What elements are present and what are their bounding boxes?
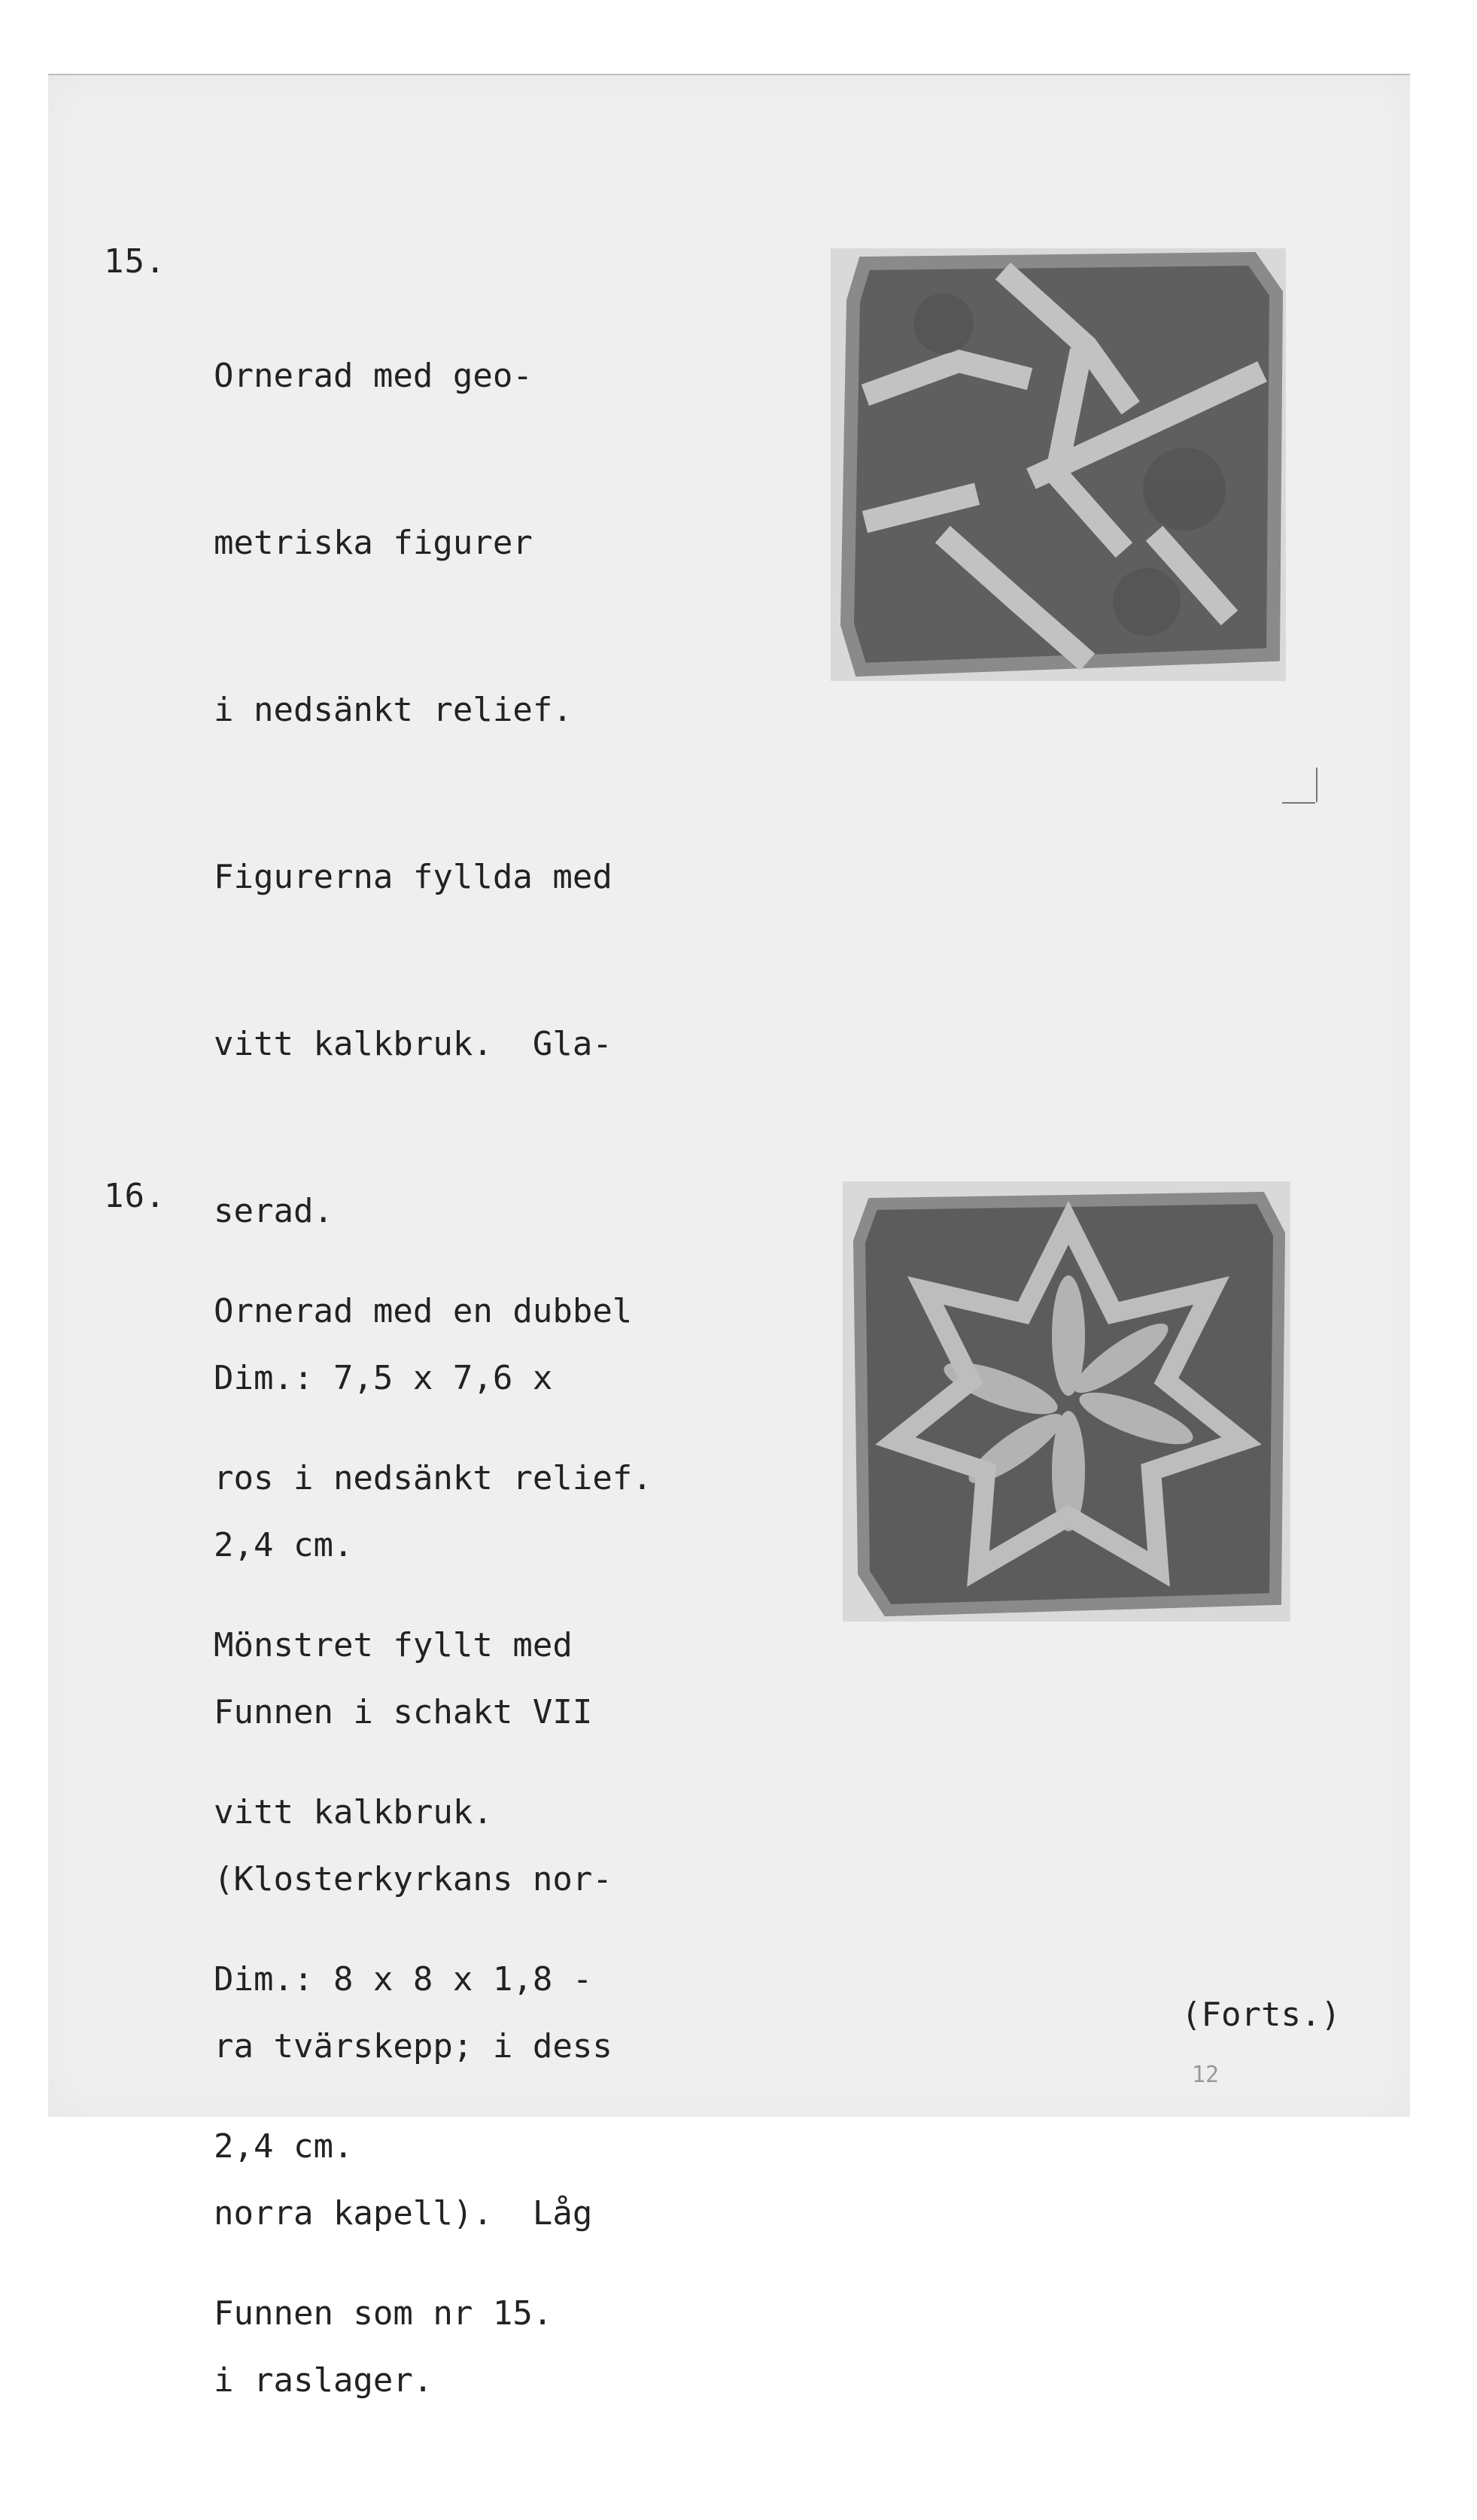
description-line: metriska figurer (214, 524, 533, 562)
description-line: serad. (214, 1192, 333, 1230)
tile-geometric-pattern-icon (831, 248, 1286, 681)
page-mark: 12 (1192, 2062, 1220, 2088)
entry-description (214, 1172, 652, 2453)
description-line: Dim.: 8 x 8 x 1,8 - (214, 1960, 593, 1999)
description-line: Figurerna fyllda med (214, 858, 612, 896)
tile-photo-15 (831, 248, 1286, 681)
description-line: vitt kalkbruk. Gla- (214, 1025, 612, 1063)
divider (1282, 802, 1315, 804)
entry-number: 15. (104, 242, 166, 281)
description-line: i nedsänkt relief. (214, 691, 573, 729)
description-line: Ornerad med en dubbel (214, 1292, 633, 1330)
description-line: norra kapell). Låg (214, 2194, 593, 2233)
description-line: 2,4 cm. (214, 1526, 354, 1564)
description-line: Funnen som nr 15. (214, 2294, 553, 2333)
tile-photo-16 (843, 1181, 1290, 1622)
description-line: Dim.: 7,5 x 7,6 x (214, 1359, 553, 1397)
description-line: ros i nedsänkt relief. (214, 1459, 652, 1497)
description-line: Mönstret fyllt med (214, 1626, 573, 1664)
entry-number: 16. (104, 1177, 166, 1215)
description-line: vitt kalkbruk. (214, 1793, 493, 1831)
catalogue-card (48, 74, 1410, 2400)
description-line: 2,4 cm. (214, 2127, 354, 2166)
continued-note: (Forts.) (1181, 1996, 1341, 2034)
description-line: Funnen i schakt VII (214, 1693, 593, 1731)
tile-double-rose-icon (843, 1181, 1290, 1622)
description-line: (Klosterkyrkans nor- (214, 1860, 612, 1898)
description-line: i raslager. (214, 2361, 433, 2400)
divider (1316, 768, 1317, 802)
description-line: Ornerad med geo- (214, 357, 533, 395)
description-line: ra tvärskepp; i dess (214, 2027, 612, 2066)
